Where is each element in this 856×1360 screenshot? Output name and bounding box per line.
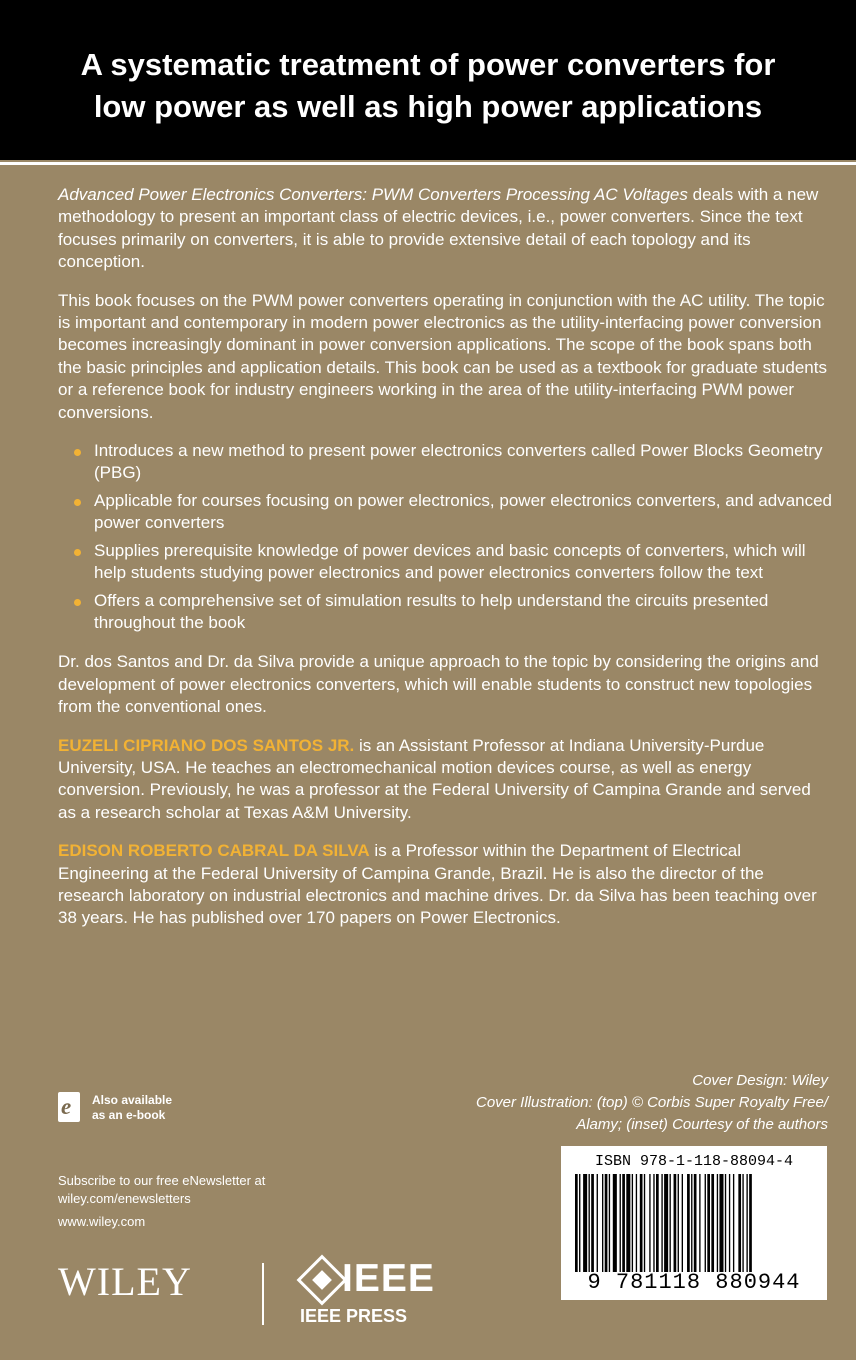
barcode-bar [613, 1174, 617, 1272]
bullet-icon [74, 499, 81, 506]
ieee-logo: IEEE [342, 1257, 435, 1300]
barcode-bar [583, 1174, 587, 1272]
author-bio [58, 840, 833, 930]
barcode-bar [640, 1174, 643, 1272]
barcode-bar [729, 1174, 730, 1272]
barcode-bar [644, 1174, 645, 1272]
tagline [0, 44, 856, 128]
author-bio-text: is a Professor within the Department of Electrical Engineering at the Federal University of Campina Grande, Brazil. He is also the director of the research laboratory on industrial electronics and machine drives. Dr. da Silva has been teaching over 38 years. He has published over 170 papers on Power Electronics. [58, 841, 817, 928]
newsletter-notice: Subscribe to our free eNewsletter at wiley.com/enewsletters [58, 1172, 358, 1208]
author-bio [58, 735, 833, 825]
cover-credits [408, 1070, 828, 1136]
isbn-label: ISBN 978-1-118-88094-4 [594, 1153, 794, 1170]
barcode-bar [687, 1174, 690, 1272]
barcode-bar [682, 1174, 683, 1272]
feature-item: Introduces a new method to present power electronics converters called Power Blocks Geometry (PBG) [94, 440, 833, 485]
barcode-bar [620, 1174, 621, 1272]
barcode-bar [609, 1174, 610, 1272]
barcode-bar [749, 1174, 752, 1272]
barcode [561, 1146, 827, 1300]
barcode-bar [664, 1174, 668, 1272]
cover-illustration-credit-cont: Alamy; (inset) Courtesy of the authors [576, 1116, 828, 1133]
barcode-bar [656, 1174, 659, 1272]
ebook-notice: Also available as an e-book [92, 1093, 173, 1122]
feature-item: Offers a comprehensive set of simulation results to help understand the circuits presented throughout the book [94, 590, 833, 635]
barcode-bar [632, 1174, 633, 1272]
barcode-bar [707, 1174, 710, 1272]
ieee-press-label: IEEE PRESS [300, 1306, 408, 1326]
barcode-number: 9 781118 880944 [587, 1270, 801, 1295]
ieee-diamond-icon [297, 1255, 348, 1306]
barcode-bar [591, 1174, 594, 1272]
barcode-bar [725, 1174, 726, 1272]
website-link[interactable]: www.wiley.com [58, 1214, 146, 1229]
scope-paragraph: This book focuses on the PWM power converters operating in conjunction with the AC utility. The topic is important and contemporary in modern power electronics as the utility-interfacing power conversion becomes increasingly dominant in power conversion applications. The scope of the book spans both the basic principles and application details. This book can be used as a textbook for graduate students or a reference book for industry engineers working in the area of the utility-interfacing PWM power conversions. [58, 290, 827, 422]
header-divider [0, 162, 856, 165]
barcode-bar [575, 1174, 578, 1272]
bullet-icon [74, 449, 81, 456]
author-name: EDISON ROBERTO CABRAL DA SILVA [58, 841, 370, 861]
barcode-bar [711, 1174, 714, 1272]
barcode-bar [733, 1174, 734, 1272]
bullet-icon [74, 599, 81, 606]
barcode-bar [636, 1174, 637, 1272]
barcode-bar [622, 1174, 625, 1272]
barcode-bar [694, 1174, 697, 1272]
barcode-bar [719, 1174, 723, 1272]
barcode-bar [579, 1174, 580, 1272]
barcode-bar [605, 1174, 608, 1272]
feature-list [58, 440, 833, 634]
barcode-bar [597, 1174, 598, 1272]
barcode-bar [674, 1174, 677, 1272]
author-bio-text: is an Assistant Professor at Indiana University-Purdue University, USA. He teaches an electromechanical motion devices course, as well as energy conversion. Previously, he was a professor at the Federal University of Campina Grande and served as a research scholar at Texas A&M University. [58, 735, 811, 822]
feature-item: Supplies prerequisite knowledge of power devices and basic concepts of converters, which will help students studying power electronics and power electronics converters follow the text [94, 540, 833, 585]
bullet-icon [74, 549, 81, 556]
newsletter-link[interactable]: wiley.com/enewsletters [58, 1191, 191, 1206]
barcode-bar [602, 1174, 603, 1272]
barcode-bar [649, 1174, 650, 1272]
tagline-line-1: A systematic treatment of power converters for [80, 47, 776, 82]
author-name: EUZELI CIPRIANO DOS SANTOS JR. [58, 735, 355, 755]
description [58, 184, 833, 946]
barcode-bar [705, 1174, 706, 1272]
barcode-bar [699, 1174, 700, 1272]
intro-text: deals with a new methodology to present an important class of electric devices, i.e., power converters. Since the text focuses primarily on converters, it is able to provide extensive detail of each topology and its conception. [58, 185, 819, 272]
logo-divider [262, 1263, 264, 1325]
approach-paragraph: Dr. dos Santos and Dr. da Silva provide a unique approach to the topic by considering the origins and development of power electronics converters, which will enable students to construct new topologies from the conventional ones. [58, 652, 819, 717]
cover-design-credit: Cover Design: Wiley [692, 1072, 828, 1089]
tagline-line-2: low power as well as high power applications [93, 89, 763, 124]
cover-illustration-credit: Cover Illustration: (top) © Corbis Super Royalty Free/ [475, 1094, 828, 1111]
barcode-bars [571, 1174, 817, 1272]
ebook-icon: e [58, 1092, 80, 1122]
header-banner [0, 0, 856, 160]
barcode-bar [717, 1174, 718, 1272]
barcode-bar [661, 1174, 662, 1272]
barcode-bar [742, 1174, 743, 1272]
barcode-bar [653, 1174, 654, 1272]
barcode-bar [589, 1174, 590, 1272]
wiley-logo: WILEY [58, 1259, 192, 1304]
barcode-bar [738, 1174, 741, 1272]
barcode-bar [691, 1174, 692, 1272]
barcode-bar [678, 1174, 679, 1272]
intro-paragraph [58, 184, 833, 274]
barcode-bar [626, 1174, 630, 1272]
barcode-bar [746, 1174, 747, 1272]
book-title: Advanced Power Electronics Converters: PWM Converters Processing AC Voltages [58, 185, 688, 204]
feature-item: Applicable for courses focusing on power electronics, power electronics converters, and advanced power converters [94, 490, 833, 535]
barcode-bar [670, 1174, 671, 1272]
